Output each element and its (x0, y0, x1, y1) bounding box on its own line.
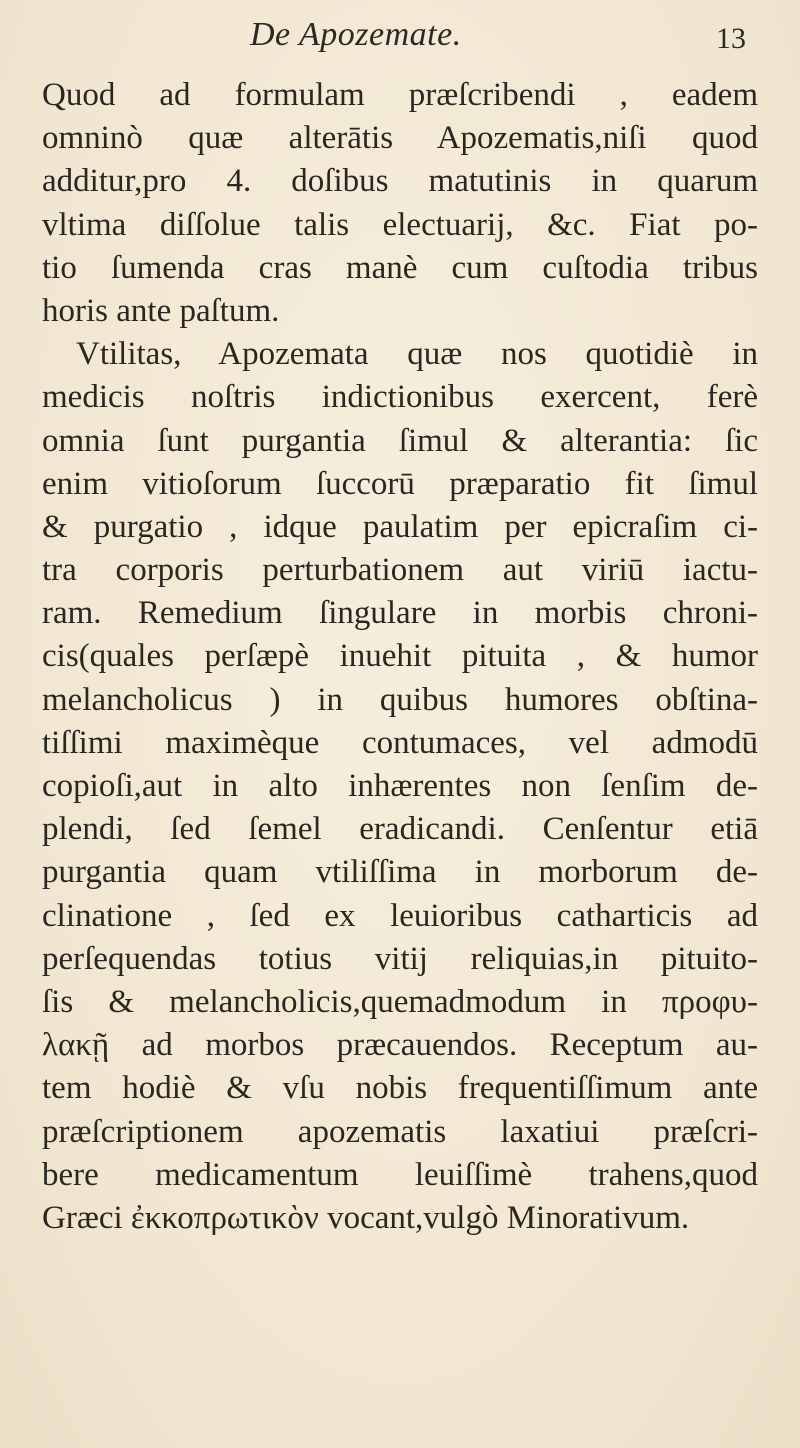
running-title: De Apozemate. (250, 16, 462, 53)
text-line: tiſſimi maximèque contumaces, vel admodū (42, 724, 758, 761)
text-line: copioſi,aut in alto inhærentes non ſenſim de- (42, 768, 758, 804)
text-line: tra corporis perturbationem aut viriū iactu- (42, 552, 758, 589)
text-line: & purgatio , idque paulatim per epicraſim ci- (42, 508, 758, 545)
text-line: præſcriptionem apozematis laxatiui præſcri- (42, 1113, 758, 1150)
text-line: cis(quales perſæpè inuehit pituita , & humor (42, 638, 758, 675)
text-line: Vtilitas, Apozemata quæ nos quotidiè in (76, 336, 758, 373)
text-line: ſis & melancholicis,quemadmodum in προφυ- (42, 983, 758, 1020)
text-line: melancholicus ) in quibus humores obſtina- (42, 681, 758, 718)
text-line: purgantia quam vtiliſſima in morborum de- (42, 854, 758, 891)
text-line: perſequendas totius vitij reliquias,in pituito- (42, 940, 758, 977)
text-line: horis ante paſtum. (42, 292, 280, 329)
text-line: Græci ἐκκοπρωτικὸν vocant,vulgò Minorativum. (42, 1199, 690, 1236)
text-line: λακῇ ad morbos præcauendos. Receptum au- (42, 1027, 758, 1064)
text-line: ram. Remedium ſingulare in morbis chroni- (42, 595, 758, 632)
text-line: clinatione , ſed ex leuioribus catharticis ad (42, 897, 758, 934)
text-line: plendi, ſed ſemel eradicandi. Cenſentur etiā (42, 811, 758, 848)
text-line: Quod ad formulam præſcribendi , eadem (42, 77, 758, 113)
text-line: omninò quæ alterātis Apozematis,niſi quod (42, 120, 758, 157)
text-line: omnia ſunt purgantia ſimul & alterantia: ſic (42, 422, 758, 459)
text-line: tem hodiè & vſu nobis frequentiſſimum ante (42, 1070, 758, 1107)
text-line: additur,pro 4. doſibus matutinis in quarum (42, 163, 758, 200)
text-line: bere medicamentum leuiſſimè trahens,quod (42, 1156, 758, 1193)
page-number: 13 (716, 22, 746, 55)
page-header (0, 16, 800, 72)
text-line: tio ſumenda cras manè cum cuſtodia tribus (42, 249, 758, 286)
text-line: enim vitioſorum ſuccorū præparatio fit ſimul (42, 465, 758, 502)
body-text (42, 74, 758, 1240)
text-line: vltima diſſolue talis electuarij, &c. Fiat po- (42, 206, 758, 243)
text-line: medicis noſtris indictionibus exercent, ferè (42, 379, 758, 416)
